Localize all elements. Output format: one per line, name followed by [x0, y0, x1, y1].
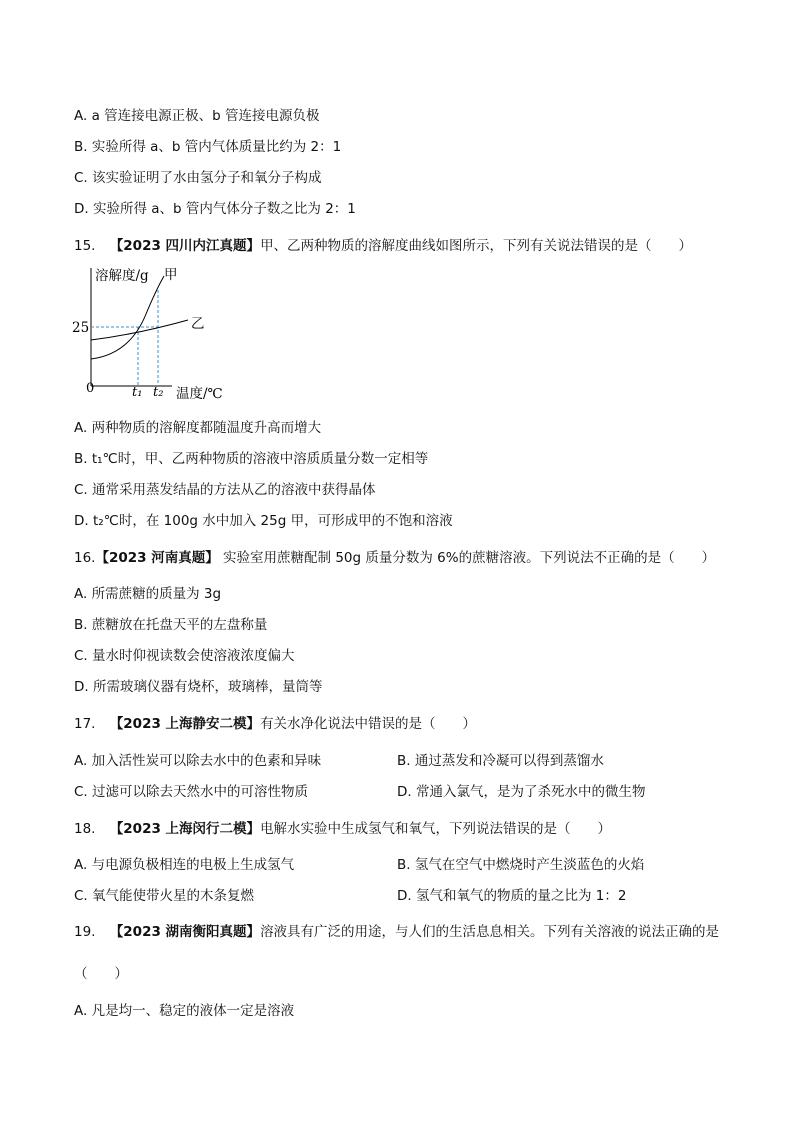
q15-option-b: B. t₁℃时，甲、乙两种物质的溶液中溶质质量分数一定相等 [74, 451, 429, 467]
q18-option-d: D. 氢气和氧气的物质的量之比为 1：2 [397, 888, 627, 904]
question-source: 【2023 上海静安二模】 [109, 716, 261, 732]
q14-option-d: D. 实验所得 a、b 管内气体分子数之比为 2：1 [74, 201, 356, 217]
q16-option-d: D. 所需玻璃仪器有烧杯，玻璃棒，量筒等 [74, 679, 323, 695]
q15-option-c: C. 通常采用蒸发结晶的方法从乙的溶液中获得晶体 [74, 482, 376, 498]
series-jia-curve [91, 276, 164, 359]
question-source: 【2023 四川内江真题】 [109, 238, 261, 254]
x-tick-label-t2: t₂ [153, 385, 164, 400]
question-text: 溶液具有广泛的用途，与人们的生活息息相关。下列有关溶液的说法正确的是 [260, 924, 720, 940]
question-19-stem [74, 920, 719, 940]
q14-option-a: A. a 管连接电源正极、b 管连接电源负极 [74, 108, 320, 124]
question-number: 15. [74, 238, 96, 254]
q18-option-b: B. 氢气在空气中燃烧时产生淡蓝色的火焰 [397, 857, 645, 873]
question-15-stem [74, 234, 692, 254]
question-17-stem [74, 712, 476, 732]
q18-option-a: A. 与电源负极相连的电极上生成氢气 [74, 857, 295, 873]
x-axis-label: 温度/℃ [176, 386, 223, 402]
q16-option-a: A. 所需蔗糖的质量为 3g [74, 586, 222, 602]
question-text: 有关水净化说法中错误的是（ ） [260, 716, 477, 732]
question-text: 甲、乙两种物质的溶解度曲线如图所示，下列有关说法错误的是（ ） [260, 238, 693, 254]
series-yi-label: 乙 [191, 316, 205, 332]
series-yi-curve [91, 320, 188, 340]
question-18-stem [74, 817, 611, 837]
question-number: 17. [74, 716, 96, 732]
question-source: 【2023 河南真题】 [95, 550, 219, 566]
q16-option-b: B. 蔗糖放在托盘天平的左盘称量 [74, 617, 268, 633]
x-tick-label-t1: t₁ [132, 385, 143, 400]
question-text: 实验室用蔗糖配制 50g 质量分数为 6%的蔗糖溶液。下列说法不正确的是（ ） [218, 550, 716, 566]
y-tick-label-25: 25 [72, 320, 90, 336]
q17-option-c: C. 过滤可以除去天然水中的可溶性物质 [74, 784, 309, 800]
q16-option-c: C. 量水时仰视读数会使溶液浓度偏大 [74, 648, 295, 664]
q17-option-a: A. 加入活性炭可以除去水中的色素和异味 [74, 753, 322, 769]
question-source: 【2023 湖南衡阳真题】 [109, 924, 261, 940]
q15-option-d: D. t₂℃时，在 100g 水中加入 25g 甲，可形成甲的不饱和溶液 [74, 513, 453, 529]
q14-option-b: B. 实验所得 a、b 管内气体质量比约为 2：1 [74, 139, 342, 155]
q14-option-c: C. 该实验证明了水由氢分子和氧分子构成 [74, 170, 322, 186]
y-axis-label: 溶解度/g [95, 268, 149, 284]
q17-option-b: B. 通过蒸发和冷凝可以得到蒸馏水 [397, 753, 604, 769]
q15-option-a: A. 两种物质的溶解度都随温度升高而增大 [74, 420, 322, 436]
series-jia-label: 甲 [164, 267, 178, 283]
q17-option-d: D. 常通入氯气，是为了杀死水中的微生物 [397, 784, 646, 800]
solubility-chart [68, 264, 248, 406]
question-19-stem-continued: （ ） [74, 966, 128, 982]
q18-option-c: C. 氧气能使带火星的木条复燃 [74, 888, 255, 904]
question-number: 16. [74, 550, 96, 566]
question-source: 【2023 上海闵行二模】 [109, 821, 261, 837]
origin-label: 0 [86, 381, 95, 396]
question-number: 18. [74, 821, 96, 837]
question-16-stem [74, 546, 715, 566]
question-number: 19. [74, 924, 96, 940]
q19-option-a: A. 凡是均一、稳定的液体一定是溶液 [74, 1003, 295, 1019]
question-text: 电解水实验中生成氢气和氧气，下列说法错误的是（ ） [260, 821, 612, 837]
